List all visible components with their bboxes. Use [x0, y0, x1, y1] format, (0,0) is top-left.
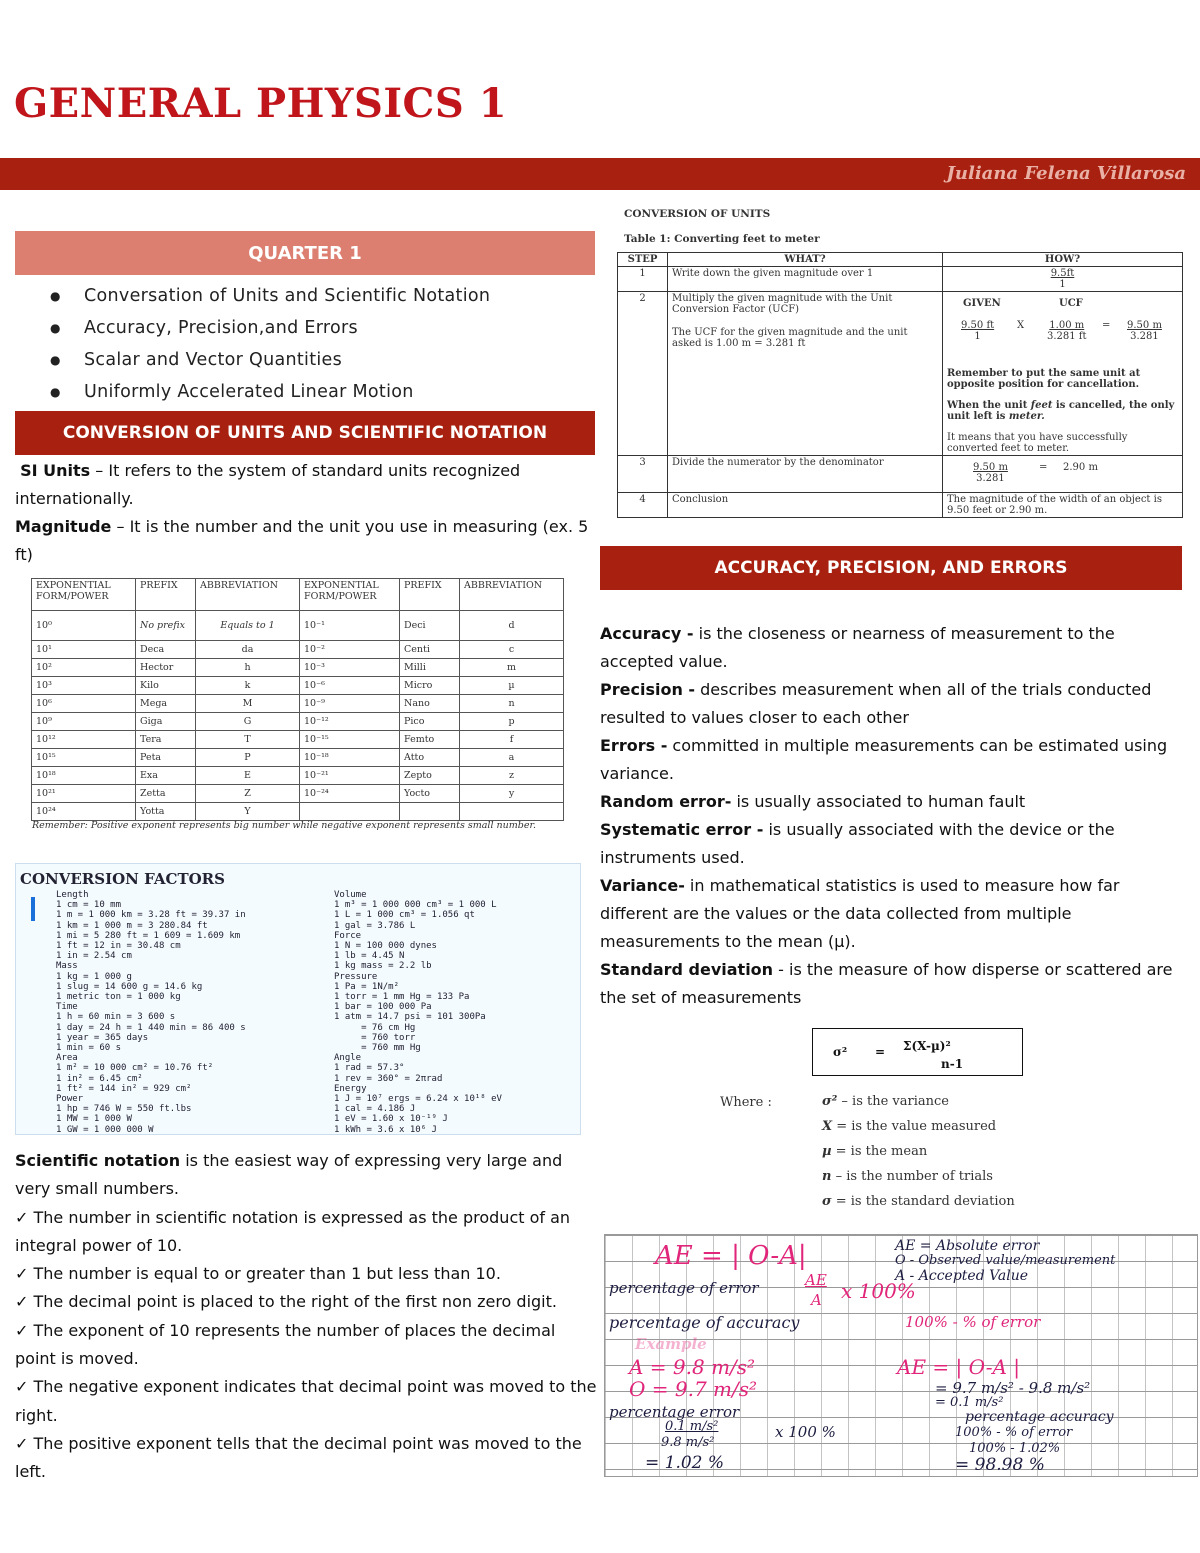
- prefix-table-cell: T: [196, 731, 300, 749]
- definition-item: [600, 816, 1185, 872]
- definition-text: - is the measure of how disperse or scattered are the set of measurements: [600, 960, 1173, 1007]
- conversion-units-title: CONVERSION OF UNITS: [624, 208, 771, 220]
- header-cell: EXPONENTIAL FORM/POWER: [300, 579, 400, 611]
- prefix-table-cell: Zetta: [136, 785, 196, 803]
- prefix-table-cell: G: [196, 713, 300, 731]
- fraction-top: 9.5ft: [1050, 268, 1075, 279]
- definition-item: [600, 788, 1185, 816]
- prefix-table-cell: Deca: [136, 641, 196, 659]
- hw-text: percentage of accuracy: [609, 1313, 800, 1332]
- prefix-table-cell: Milli: [400, 659, 460, 677]
- hw-text: A - Accepted Value: [895, 1268, 1029, 1284]
- hw-text: = 9.7 m/s² - 9.8 m/s²: [935, 1379, 1091, 1397]
- prefix-table-cell: 10⁰: [32, 611, 136, 641]
- header-cell: ABBREVIATION: [196, 579, 300, 611]
- prefix-table-cell: Deci: [400, 611, 460, 641]
- formula-denominator: n-1: [941, 1057, 964, 1071]
- prefix-table-cell: [300, 803, 400, 821]
- hw-text: x 100 %: [775, 1423, 836, 1441]
- prefix-table-row: [32, 695, 564, 713]
- fraction-bottom: 1: [1059, 279, 1066, 290]
- step-note: It means that you have successfully converted feet to meter.: [947, 432, 1128, 454]
- hw-text: 100% - 1.02%: [969, 1441, 1061, 1456]
- definition-term: Precision -: [600, 680, 696, 699]
- conversion-step-row: [618, 456, 1183, 493]
- scientific-notation-term: Scientific notation: [15, 1151, 181, 1170]
- prefix-table-cell: Nano: [400, 695, 460, 713]
- header-cell: PREFIX: [400, 579, 460, 611]
- hw-text: A = 9.8 m/s²: [629, 1355, 756, 1379]
- sci-point: ✓ The number is equal to or greater than 1 but less than 10.: [15, 1264, 501, 1284]
- scientific-notation-text: is the easiest way of expressing very large and very small numbers.: [15, 1151, 563, 1199]
- topic-item: ● Uniformly Accelerated Linear Motion: [50, 376, 490, 408]
- hw-text: Example: [635, 1335, 707, 1353]
- prefix-table-cell: Centi: [400, 641, 460, 659]
- symbol-text: – is the number of trials: [831, 1169, 993, 1184]
- page-title: GENERAL PHYSICS 1: [14, 80, 508, 127]
- step-result: 2.90 m: [1063, 462, 1098, 473]
- prefix-table-cell: Micro: [400, 677, 460, 695]
- conversion-step-row: [618, 493, 1183, 518]
- prefix-table-cell: 10³: [32, 677, 136, 695]
- prefix-table-row: [32, 803, 564, 821]
- conversion-factors-title: CONVERSION FACTORS: [20, 870, 225, 888]
- hw-text: AE = | O-A |: [897, 1355, 1021, 1379]
- hw-text: AE = Absolute error: [895, 1238, 1040, 1254]
- conversion-factors-left: Length 1 cm = 10 mm 1 m = 1 000 km = 3.28 ft = 39.37 in 1 km = 1 000 m = 3 280.84 ft 1 mi = 5 280 ft = 1 609 = 1.609 km 1 ft = 12 in = 30.48 cm 1 in = 2.54 cm Mass 1 kg = 1 000 g 1 slug = 14 600 g = 14.6 kg 1 metric ton = 1 000 kg Time 1 h = 60 min = 3 600 s 1 day = 24 h = 1 440 min = 86 400 s 1 year = 365 days 1 min = 60 s Area 1 m² = 10 000 cm² = 10.76 ft² 1 in² = 6.45 cm² 1 ft² = 144 in² = 929 cm² Power 1 hp = 746 W = 550 ft.lbs 1 MW = 1 000 W 1 GW = 1 000 000 W: [56, 890, 246, 1135]
- sci-point: ✓ The exponent of 10 represents the number of places the decimal point is moved.: [15, 1320, 556, 1369]
- prefix-table-cell: d: [460, 611, 564, 641]
- prefix-table-cell: 10⁹: [32, 713, 136, 731]
- prefix-table-row: [32, 659, 564, 677]
- prefix-table-cell: 10⁻²¹: [300, 767, 400, 785]
- step-number: 2: [618, 292, 668, 456]
- prefix-table-cell: 10¹²: [32, 731, 136, 749]
- formula-definitions: [822, 1093, 1015, 1218]
- definition-item: [600, 872, 1185, 956]
- given-label: GIVEN: [963, 298, 1001, 309]
- symbol: σ²: [822, 1094, 838, 1109]
- hw-text: percentage of error: [609, 1279, 759, 1297]
- symbol: n: [822, 1169, 832, 1184]
- definition-text: is the closeness or nearness of measurement to the accepted value.: [600, 624, 1115, 671]
- prefix-table-cell: M: [196, 695, 300, 713]
- prefix-table-cell: c: [460, 641, 564, 659]
- definition-text: in mathematical statistics is used to measure how far different are the values or the data collected from multiple measurements to the mean (µ).: [600, 876, 1120, 951]
- definition-term: Accuracy -: [600, 624, 694, 643]
- fraction-bottom: 1: [974, 331, 981, 342]
- conversion-steps-table: [617, 252, 1183, 518]
- definition-item: [600, 620, 1185, 676]
- prefix-table-cell: a: [460, 749, 564, 767]
- topic-item: ● Scalar and Vector Quantities: [50, 344, 490, 376]
- si-units-definition: [15, 457, 595, 513]
- fraction-bottom: 3.281 ft: [1047, 331, 1087, 342]
- symbol-definition: [822, 1143, 1015, 1168]
- prefix-table-cell: E: [196, 767, 300, 785]
- prefix-table-row: [32, 767, 564, 785]
- prefix-table-row: [32, 785, 564, 803]
- conversion-table-caption: Table 1: Converting feet to meter: [624, 233, 820, 245]
- symbol-text: – is the variance: [837, 1094, 949, 1109]
- step-note: Remember to put the same unit at opposite position for cancellation.: [947, 368, 1141, 390]
- definition-text: committed in multiple measurements can be estimated using variance.: [600, 736, 1168, 783]
- prefix-table-cell: Giga: [136, 713, 196, 731]
- definition-term: Variance-: [600, 876, 685, 895]
- symbol-text: = is the value measured: [832, 1119, 997, 1134]
- definition-text: is usually associated with the device or the instruments used.: [600, 820, 1115, 867]
- si-units-text: – It refers to the system of standard units recognized internationally.: [15, 461, 521, 508]
- step-what-text: The UCF for the given magnitude and the unit asked is 1.00 m = 3.281 ft: [672, 327, 908, 349]
- sci-point: ✓ The decimal point is placed to the right of the first non zero digit.: [15, 1292, 557, 1312]
- symbol: σ: [822, 1194, 832, 1209]
- hw-text: 0.1 m/s²: [665, 1419, 719, 1434]
- fraction-top: 9.50 m: [973, 462, 1008, 473]
- header-cell: EXPONENTIAL FORM/POWER: [32, 579, 136, 611]
- prefix-table-cell: Peta: [136, 749, 196, 767]
- note-text: is cancelled, the only unit left is: [947, 400, 1175, 422]
- symbol-text: = is the standard deviation: [831, 1194, 1015, 1209]
- prefix-table-cell: 10⁻¹⁸: [300, 749, 400, 767]
- prefix-table-cell: 10⁶: [32, 695, 136, 713]
- times-sign: X: [1017, 320, 1025, 331]
- conversion-factors-image: [15, 863, 581, 1135]
- prefix-table-cell: 10⁻²: [300, 641, 400, 659]
- prefix-table-cell: p: [460, 713, 564, 731]
- definition-item: [600, 732, 1185, 788]
- definition-term: Systematic error -: [600, 820, 764, 839]
- prefix-table-cell: Femto: [400, 731, 460, 749]
- note-text: feet: [1030, 400, 1053, 411]
- hw-text: percentage error: [609, 1403, 740, 1421]
- step-number: 4: [618, 493, 668, 518]
- symbol: X: [822, 1119, 833, 1134]
- prefix-table-cell: Z: [196, 785, 300, 803]
- formula-equals: =: [875, 1045, 886, 1059]
- symbol-definition: [822, 1093, 1015, 1118]
- sci-point: ✓ The negative exponent indicates that decimal point was moved to the right.: [15, 1377, 597, 1425]
- prefix-table-cell: y: [460, 785, 564, 803]
- prefix-table-cell: P: [196, 749, 300, 767]
- prefix-table-cell: Yotta: [136, 803, 196, 821]
- prefix-table-cell: 10²: [32, 659, 136, 677]
- equals-sign: =: [1102, 320, 1111, 331]
- prefix-table-cell: Exa: [136, 767, 196, 785]
- prefix-table-cell: Hector: [136, 659, 196, 677]
- si-units-term: SI Units: [20, 461, 91, 480]
- prefix-table-cell: Kilo: [136, 677, 196, 695]
- definition-term: Standard deviation: [600, 960, 774, 979]
- prefix-table-cell: No prefix: [136, 611, 196, 641]
- prefix-table-cell: 10⁻⁹: [300, 695, 400, 713]
- prefix-table-cell: Pico: [400, 713, 460, 731]
- step-how: The magnitude of the width of an object is 9.50 feet or 2.90 m.: [943, 493, 1183, 518]
- formula-lhs: σ²: [833, 1045, 848, 1059]
- prefix-table-cell: µ: [460, 677, 564, 695]
- definition-item: [600, 956, 1185, 1012]
- prefix-table-cell: Yocto: [400, 785, 460, 803]
- hw-text: = 98.98 %: [955, 1455, 1045, 1475]
- prefix-table-cell: 10¹: [32, 641, 136, 659]
- step-note: [947, 400, 1178, 422]
- accuracy-section-banner: ACCURACY, PRECISION, AND ERRORS: [600, 546, 1182, 590]
- prefix-table-cell: Zepto: [400, 767, 460, 785]
- step-what: [668, 292, 943, 456]
- header-cell: PREFIX: [136, 579, 196, 611]
- symbol-definition: [822, 1193, 1015, 1218]
- definition-text: is usually associated to human fault: [731, 792, 1026, 811]
- prefix-table-cell: f: [460, 731, 564, 749]
- sci-point: ✓ The number in scientific notation is expressed as the product of an integral power of 10.: [15, 1207, 571, 1255]
- header-cell: STEP: [618, 253, 668, 267]
- scientific-notation-intro: [15, 1147, 600, 1204]
- fraction-top: 9.50 ft: [961, 320, 995, 331]
- prefix-table-cell: h: [196, 659, 300, 677]
- magnitude-text: – It is the number and the unit you use in measuring (ex. 5 ft): [15, 517, 589, 564]
- fraction-bottom: 3.281: [1130, 331, 1159, 342]
- prefix-table-cell: 10¹⁵: [32, 749, 136, 767]
- prefix-table-row: [32, 611, 564, 641]
- prefix-table-cell: Atto: [400, 749, 460, 767]
- symbol-text: = is the mean: [831, 1144, 928, 1159]
- definitions-block: [15, 457, 595, 569]
- fraction-top: 1.00 m: [1049, 320, 1085, 331]
- hw-text: AE: [805, 1271, 827, 1289]
- prefix-table-row: [32, 677, 564, 695]
- author-name: Juliana Felena Villarosa: [946, 163, 1186, 184]
- prefix-table-cell: Mega: [136, 695, 196, 713]
- definition-term: Random error-: [600, 792, 732, 811]
- accuracy-definitions: [600, 620, 1185, 1012]
- prefix-table-cell: 10²¹: [32, 785, 136, 803]
- step-how: [943, 267, 1183, 292]
- prefix-table-row: [32, 641, 564, 659]
- handwritten-notes-image: [604, 1234, 1198, 1477]
- decorative-marker: [31, 897, 35, 921]
- prefix-table-cell: k: [196, 677, 300, 695]
- topic-item: ● Conversation of Units and Scientific Notation: [50, 280, 490, 312]
- hw-text: A: [811, 1291, 822, 1309]
- fraction-bottom: 3.281: [976, 473, 1005, 484]
- prefix-table-cell: m: [460, 659, 564, 677]
- prefix-table-cell: 10⁻¹: [300, 611, 400, 641]
- definition-text: describes measurement when all of the trials conducted resulted to values closer to each other: [600, 680, 1152, 727]
- hw-text: = 1.02 %: [645, 1453, 725, 1473]
- hw-text: 100% - % of error: [955, 1425, 1073, 1440]
- header-cell: WHAT?: [668, 253, 943, 267]
- note-text: meter.: [1008, 411, 1045, 422]
- step-how: [943, 456, 1183, 493]
- prefix-table-cell: Y: [196, 803, 300, 821]
- step-what-text: Multiply the given magnitude with the Unit Conversion Factor (UCF): [672, 293, 893, 315]
- conversion-step-row: [618, 267, 1183, 292]
- note-text: When the unit: [947, 400, 1031, 411]
- where-label: Where :: [720, 1095, 772, 1110]
- ucf-label: UCF: [1059, 298, 1083, 309]
- hw-text: 100% - % of error: [905, 1313, 1041, 1331]
- hw-text: O = 9.7 m/s²: [629, 1377, 758, 1401]
- header-cell: HOW?: [943, 253, 1183, 267]
- prefix-table-row: [32, 731, 564, 749]
- conversion-factors-right: Volume 1 m³ = 1 000 000 cm³ = 1 000 L 1 L = 1 000 cm³ = 1.056 qt 1 gal = 3.786 L Force 1 N = 100 000 dynes 1 lb = 4.45 N 1 kg mass = 2.2 lb Pressure 1 Pa = 1N/m² 1 torr = 1 mm Hg = 133 Pa 1 bar = 100 000 Pa 1 atm = 14.7 psi = 101 300Pa = 76 cm Hg = 760 torr = 760 mm Hg Angle 1 rad = 57.3° 1 rev = 360° = 2πrad Energy 1 J = 10⁷ ergs = 6.24 x 10¹⁸ eV 1 cal = 4.186 J 1 eV = 1.60 x 10⁻¹⁹ J 1 kWh = 3.6 x 10⁶ J: [334, 890, 502, 1135]
- prefix-table-cell: z: [460, 767, 564, 785]
- magnitude-definition: [15, 513, 595, 569]
- equals-sign: =: [1039, 462, 1048, 473]
- prefix-table-cell: [400, 803, 460, 821]
- symbol: µ: [822, 1144, 832, 1159]
- quarter-banner: QUARTER 1: [15, 231, 595, 275]
- header-cell: ABBREVIATION: [460, 579, 564, 611]
- step-what: Conclusion: [668, 493, 943, 518]
- topic-list: [50, 280, 490, 408]
- prefix-table-cell: 10⁻²⁴: [300, 785, 400, 803]
- prefix-table-cell: n: [460, 695, 564, 713]
- prefix-table-cell: da: [196, 641, 300, 659]
- prefix-table-row: [32, 713, 564, 731]
- prefix-table-header: [32, 579, 564, 611]
- conversion-table-header: [618, 253, 1183, 267]
- prefix-table-cell: 10⁻¹⁵: [300, 731, 400, 749]
- prefix-table: [31, 578, 564, 821]
- hw-text: AE = | O-A|: [655, 1241, 807, 1271]
- step-how: [943, 292, 1183, 456]
- prefix-table-cell: Tera: [136, 731, 196, 749]
- magnitude-term: Magnitude: [15, 517, 112, 536]
- prefix-remember-note: Remember: Positive exponent represents big number while negative exponent represents small number.: [32, 820, 536, 831]
- hw-text: = 0.1 m/s²: [935, 1395, 1004, 1410]
- definition-term: Errors -: [600, 736, 668, 755]
- conversion-step-row: [618, 292, 1183, 456]
- prefix-table-cell: Equals to 1: [196, 611, 300, 641]
- sci-point: ✓ The positive exponent tells that the decimal point was moved to the left.: [15, 1433, 582, 1482]
- scientific-notation-block: [15, 1147, 600, 1487]
- variance-formula: [812, 1028, 1023, 1076]
- step-number: 1: [618, 267, 668, 292]
- hw-text: x 100%: [841, 1279, 916, 1303]
- prefix-table-cell: 10⁻³: [300, 659, 400, 677]
- prefix-table-cell: 10¹⁸: [32, 767, 136, 785]
- prefix-table-cell: [460, 803, 564, 821]
- hw-text: O - Observed value/measurement: [895, 1253, 1116, 1268]
- conversion-section-banner: CONVERSION OF UNITS AND SCIENTIFIC NOTATION: [15, 411, 595, 455]
- definition-item: [600, 676, 1185, 732]
- prefix-table-cell: 10⁻¹²: [300, 713, 400, 731]
- topic-item: ● Accuracy, Precision,and Errors: [50, 312, 490, 344]
- symbol-definition: [822, 1118, 1015, 1143]
- symbol-definition: [822, 1168, 1015, 1193]
- step-number: 3: [618, 456, 668, 493]
- step-what: Divide the numerator by the denominator: [668, 456, 943, 493]
- hw-text: percentage accuracy: [965, 1409, 1114, 1425]
- prefix-table-cell: 10⁻⁶: [300, 677, 400, 695]
- step-what: Write down the given magnitude over 1: [668, 267, 943, 292]
- hw-text: 9.8 m/s²: [661, 1435, 715, 1450]
- prefix-table-cell: 10²⁴: [32, 803, 136, 821]
- formula-numerator: Σ(X-µ)²: [903, 1039, 951, 1053]
- prefix-table-row: [32, 749, 564, 767]
- fraction-top: 9.50 m: [1127, 320, 1162, 331]
